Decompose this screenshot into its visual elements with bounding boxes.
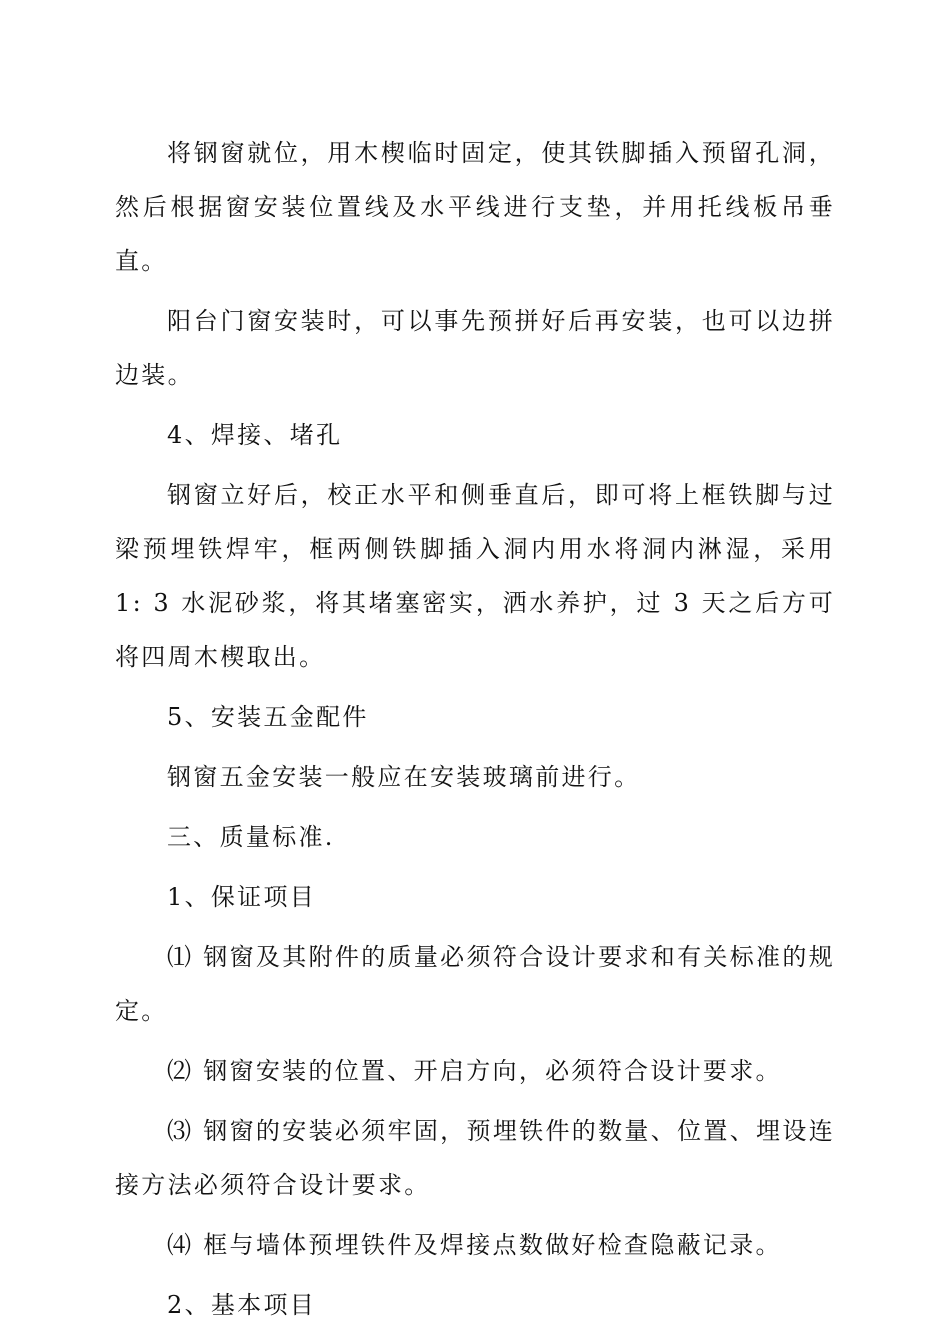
paragraph-guarantee-1: ⑴ 钢窗及其附件的质量必须符合设计要求和有关标准的规定。 [115, 943, 835, 1025]
paragraph-guarantee-2: ⑵ 钢窗安装的位置、开启方向，必须符合设计要求。 [167, 1057, 782, 1085]
paragraph-welding-plugging: 钢窗立好后，校正水平和侧垂直后，即可将上框铁脚与过梁预埋铁焊牢，框两侧铁脚插入洞内用水将洞内淋湿，采用 1: 3 水泥砂浆，将其堵塞密实，洒水养护，过 3 天之后方可将四周木楔取出。 [115, 481, 835, 671]
document-body [115, 126, 835, 1338]
section-heading-hardware: 5、安装五金配件 [167, 703, 369, 731]
section-heading-welding: 4、焊接、堵孔 [167, 421, 343, 449]
section-heading-quality-standard: 三、质量标准. [167, 823, 335, 851]
paragraph-guarantee-4: ⑷ 框与墙体预埋铁件及焊接点数做好检查隐蔽记录。 [167, 1231, 782, 1259]
paragraph-balcony-door-window: 阳台门窗安装时，可以事先预拼好后再安装，也可以边拼边装。 [115, 307, 835, 389]
paragraph-guarantee-3: ⑶ 钢窗的安装必须牢固，预埋铁件的数量、位置、埋设连接方法必须符合设计要求。 [115, 1117, 835, 1199]
section-heading-guarantee-items: 1、保证项目 [167, 883, 317, 911]
paragraph-hardware-install: 钢窗五金安装一般应在安装玻璃前进行。 [167, 763, 641, 791]
paragraph-steel-window-positioning: 将钢窗就位，用木楔临时固定，使其铁脚插入预留孔洞，然后根据窗安装位置线及水平线进行支垫，并用托线板吊垂直。 [115, 139, 835, 275]
section-heading-basic-items: 2、基本项目 [167, 1291, 317, 1319]
